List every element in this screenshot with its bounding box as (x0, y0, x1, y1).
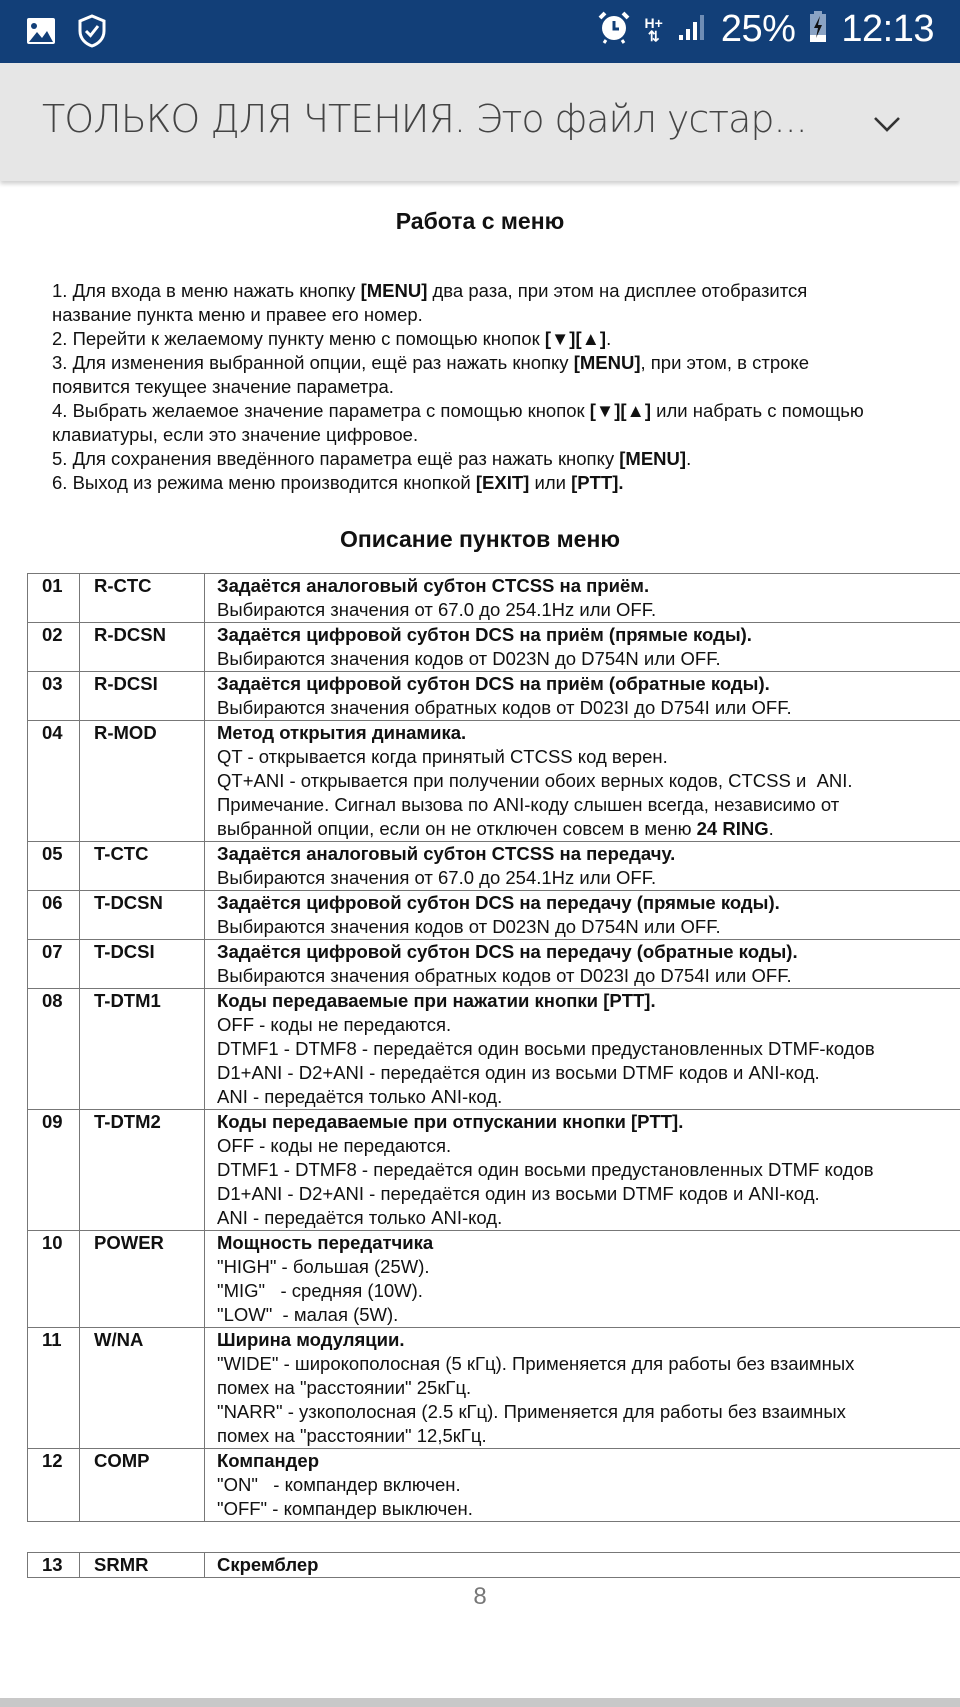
item-code: R-MOD (80, 721, 205, 842)
detail-text: DTMF1 - DTMF8 - передаётся один восьми предустановленных DTMF кодов (217, 1159, 874, 1180)
item-detail-line (217, 745, 960, 769)
instruction-text: название пункта меню и правее его номер. (52, 304, 423, 325)
item-code: POWER (80, 1231, 205, 1328)
section-heading: Работа с меню (395, 208, 565, 234)
detail-text: ANI - передаётся только ANI-код. (217, 1086, 503, 1107)
item-title: Коды передаваемые при отпускании кнопки [PTT]. (217, 1111, 684, 1132)
item-number: 04 (28, 721, 80, 842)
detail-text: помех на "расстоянии" 12,5кГц. (217, 1425, 487, 1446)
table-row (28, 623, 960, 672)
menu-items-table (27, 573, 960, 1522)
item-title: Коды передаваемые при нажатии кнопки [PTT]. (217, 990, 656, 1011)
detail-text: Выбираются значения от 67.0 до 254.1Hz или OFF. (217, 867, 657, 888)
menu-items-table-continued (27, 1552, 960, 1578)
gallery-icon (26, 16, 56, 51)
item-description (205, 623, 960, 672)
status-bar (0, 0, 960, 63)
item-detail-line (217, 1424, 960, 1448)
detail-text: ANI - передаётся только ANI-код. (217, 1207, 503, 1228)
item-detail-line (217, 1255, 960, 1279)
item-detail-line (217, 1206, 960, 1230)
banner-title: ТОЛЬКО ДЛЯ ЧТЕНИЯ. Это файл устар... (42, 97, 807, 141)
item-number: 10 (28, 1231, 80, 1328)
instruction-line (52, 399, 960, 423)
item-detail-line (217, 1013, 960, 1037)
instruction-line (52, 447, 960, 471)
item-title: Метод открытия динамика. (217, 722, 467, 743)
battery-percent: 25% (720, 8, 796, 50)
item-title: Задаётся аналоговый субтон CTCSS на передачу. (217, 843, 676, 864)
button-name: [▼][▲] (544, 328, 607, 349)
instruction-line (52, 327, 960, 351)
item-description (205, 574, 960, 623)
detail-text: Примечание. Сигнал вызова по ANI-коду слышен всегда, независимо от (217, 794, 840, 815)
detail-text: Выбираются значения кодов от D023N до D754N или OFF. (217, 648, 721, 669)
detail-text: выбранной опции, если он не отключен совсем в меню (217, 818, 697, 839)
item-code: W/NA (80, 1328, 205, 1449)
item-detail-line (217, 793, 960, 817)
item-number: 09 (28, 1110, 80, 1231)
instruction-line (52, 423, 960, 447)
item-detail-line (217, 769, 960, 793)
button-name: [EXIT] (475, 472, 530, 493)
button-name: [MENU] (619, 448, 687, 469)
network-type: H+ (644, 14, 663, 31)
instruction-text: два раза, при этом на дисплее отобразится (427, 280, 808, 301)
item-number: 07 (28, 940, 80, 989)
item-code: T-DTM1 (80, 989, 205, 1110)
instruction-line (52, 471, 960, 495)
table-row (28, 721, 960, 842)
instruction-text: 4. Выбрать желаемое значение параметра с помощью кнопок (52, 400, 590, 421)
item-number: 11 (28, 1328, 80, 1449)
instruction-line (52, 279, 960, 303)
item-number: 12 (28, 1449, 80, 1522)
alarm-icon (597, 10, 631, 49)
instruction-text: клавиатуры, если это значение цифровое. (52, 424, 419, 445)
item-code: T-CTC (80, 842, 205, 891)
item-detail-line (217, 696, 960, 720)
item-detail-line (217, 1376, 960, 1400)
table-row (28, 1110, 960, 1231)
instruction-text: или (529, 472, 572, 493)
detail-text: OFF - коды не передаются. (217, 1014, 452, 1035)
detail-text: D1+ANI - D2+ANI - передаётся один из восьми DTMF кодов и ANI-код. (217, 1183, 820, 1204)
item-detail-line (217, 1303, 960, 1327)
item-number: 02 (28, 623, 80, 672)
item-title: Мощность передатчика (217, 1232, 434, 1253)
item-detail-line (217, 1497, 960, 1521)
button-name: [MENU] (360, 280, 428, 301)
item-number: 06 (28, 891, 80, 940)
item-detail-line (217, 1400, 960, 1424)
shield-check-icon (78, 14, 106, 53)
document-content (0, 181, 960, 1612)
item-detail-line (217, 964, 960, 988)
item-code: COMP (80, 1449, 205, 1522)
signal-icon (677, 13, 707, 46)
item-number: 13 (28, 1553, 80, 1578)
item-code: T-DCSI (80, 940, 205, 989)
item-code: SRMR (80, 1553, 205, 1578)
instruction-text: 3. Для изменения выбранной опции, ещё раз нажать кнопку (52, 352, 574, 373)
detail-text: OFF - коды не передаются. (217, 1135, 452, 1156)
detail-text: "NARR" - узкополосная (2.5 кГц). Применяется для работы без взаимных (217, 1401, 846, 1422)
item-detail-line (217, 647, 960, 671)
instruction-text: или набрать с помощью (651, 400, 864, 421)
item-description (205, 721, 960, 842)
document-page (0, 181, 960, 1691)
item-description (205, 842, 960, 891)
item-description (205, 989, 960, 1110)
item-description (205, 1231, 960, 1328)
item-number: 05 (28, 842, 80, 891)
instruction-text: 6. Выход из режима меню производится кнопкой (52, 472, 476, 493)
instruction-text: 2. Перейти к желаемому пункту меню с помощью кнопок (52, 328, 545, 349)
table-row (28, 1328, 960, 1449)
detail-text: Выбираются значения от 67.0 до 254.1Hz или OFF. (217, 599, 657, 620)
table-row (28, 989, 960, 1110)
item-detail-line (217, 1473, 960, 1497)
item-detail-line (217, 1279, 960, 1303)
item-detail-line (217, 1061, 960, 1085)
item-title: Задаётся аналоговый субтон CTCSS на приём. (217, 575, 650, 596)
read-only-banner (0, 63, 960, 181)
item-description (205, 672, 960, 721)
item-description (205, 940, 960, 989)
instruction-text: 5. Для сохранения введённого параметра ещё раз нажать кнопку (52, 448, 620, 469)
item-code: T-DCSN (80, 891, 205, 940)
button-name: [MENU] (573, 352, 641, 373)
item-description (205, 1110, 960, 1231)
chevron-down-icon[interactable] (872, 109, 902, 139)
item-detail-line (217, 1037, 960, 1061)
detail-text: "WIDE" - широкополосная (5 кГц). Применяется для работы без взаимных (217, 1353, 855, 1374)
instruction-text: . (606, 328, 612, 349)
item-code: R-DCSI (80, 672, 205, 721)
button-name: [PTT]. (571, 472, 624, 493)
scroll-edge (0, 1698, 960, 1707)
item-detail-line (217, 1352, 960, 1376)
detail-text: Выбираются значения обратных кодов от D023I до D754I или OFF. (217, 965, 792, 986)
item-detail-line (217, 866, 960, 890)
detail-text: . (768, 818, 774, 839)
item-detail-line (217, 915, 960, 939)
item-number: 08 (28, 989, 80, 1110)
instruction-line (52, 375, 960, 399)
item-title: Компандер (217, 1450, 320, 1471)
instruction-text: появится текущее значение параметра. (52, 376, 394, 397)
item-title: Скремблер (205, 1553, 960, 1578)
detail-text: QT+ANI - открывается при получении обоих верных кодов, CTCSS и ANI. (217, 770, 853, 791)
item-title: Задаётся цифровой субтон DCS на приём (обратные коды). (217, 673, 770, 694)
item-number: 01 (28, 574, 80, 623)
table-row (28, 891, 960, 940)
item-description (205, 891, 960, 940)
detail-text: "LOW" - малая (5W). (217, 1304, 399, 1325)
network-hplus-icon: H+ ⇅ (644, 14, 663, 44)
instruction-text: 1. Для входа в меню нажать кнопку (52, 280, 361, 301)
item-code: R-CTC (80, 574, 205, 623)
clock: 12:13 (841, 8, 934, 50)
detail-text: DTMF1 - DTMF8 - передаётся один восьми предустановленных DTMF-кодов (217, 1038, 875, 1059)
item-detail-line (217, 1085, 960, 1109)
page-number: 8 (473, 1583, 487, 1610)
item-title: Задаётся цифровой субтон DCS на приём (прямые коды). (217, 624, 752, 645)
item-detail-line (217, 1158, 960, 1182)
table-row (28, 672, 960, 721)
item-number: 03 (28, 672, 80, 721)
table-row (28, 842, 960, 891)
detail-text: "ON" - компандер включен. (217, 1474, 461, 1495)
item-detail-line (217, 817, 960, 841)
item-description (205, 1328, 960, 1449)
detail-text: Выбираются значения кодов от D023N до D754N или OFF. (217, 916, 721, 937)
table-row (28, 1231, 960, 1328)
item-title: Задаётся цифровой субтон DCS на передачу (обратные коды). (217, 941, 798, 962)
item-detail-line (217, 598, 960, 622)
detail-text: "MIG" - средняя (10W). (217, 1280, 423, 1301)
detail-text: QT - открывается когда принятый CTCSS код верен. (217, 746, 668, 767)
instructions-list (52, 279, 960, 495)
battery-charging-icon (809, 11, 827, 48)
detail-text: D1+ANI - D2+ANI - передаётся один из восьми DTMF кодов и ANI-код. (217, 1062, 820, 1083)
item-title: Ширина модуляции. (217, 1329, 405, 1350)
item-detail-line (217, 1134, 960, 1158)
detail-text: "HIGH" - большая (25W). (217, 1256, 430, 1277)
table-row (28, 1449, 960, 1522)
instruction-text: . (686, 448, 692, 469)
detail-text: помех на "расстоянии" 25кГц. (217, 1377, 472, 1398)
detail-text: Выбираются значения обратных кодов от D023I до D754I или OFF. (217, 697, 792, 718)
instruction-line (52, 303, 960, 327)
table-row (28, 940, 960, 989)
button-name: [▼][▲] (589, 400, 652, 421)
detail-text: "OFF" - компандер выключен. (217, 1498, 473, 1519)
item-detail-line (217, 1182, 960, 1206)
table-row (28, 1553, 960, 1578)
menu-description-heading: Описание пунктов меню (340, 526, 620, 552)
instruction-line (52, 351, 960, 375)
item-title: Задаётся цифровой субтон DCS на передачу (прямые коды). (217, 892, 780, 913)
menu-reference: 24 RING (696, 818, 769, 839)
item-code: R-DCSN (80, 623, 205, 672)
instruction-text: , при этом, в строке (640, 352, 809, 373)
item-description (205, 1449, 960, 1522)
item-code: T-DTM2 (80, 1110, 205, 1231)
table-row (28, 574, 960, 623)
